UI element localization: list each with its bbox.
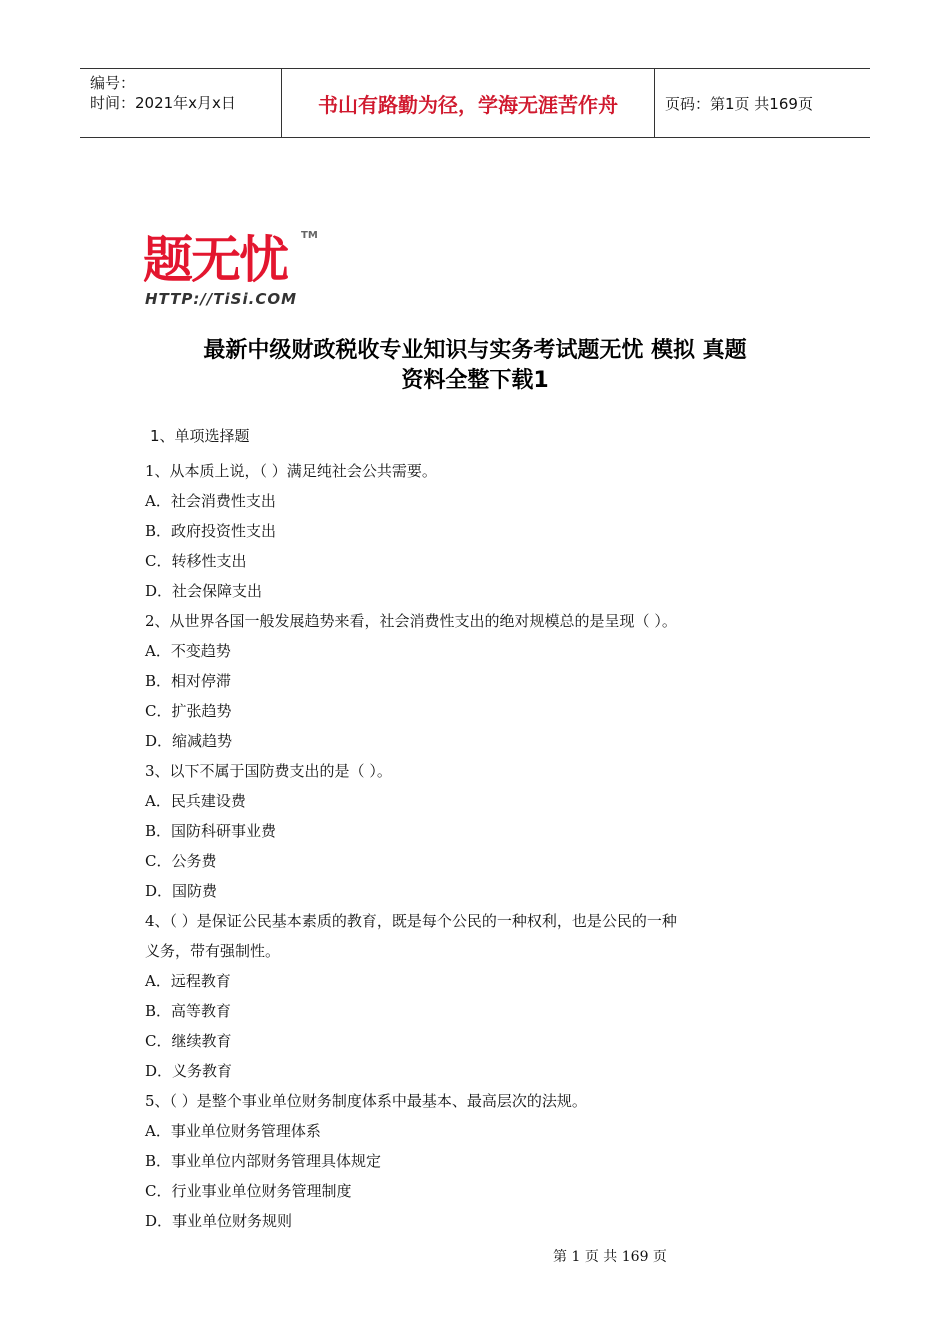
option-line: D．社会保障支出	[145, 582, 263, 600]
option-line: D．缩减趋势	[145, 732, 233, 750]
question-line: 1、从本质上说，（ ）满足纯社会公共需要。	[145, 462, 437, 480]
header-page-info: 页码：第1页 共169页	[665, 94, 813, 113]
option-line: C．继续教育	[145, 1032, 232, 1050]
question-line: 4、（ ）是保证公民基本素质的教育，既是每个公民的一种权利，也是公民的一种	[145, 912, 677, 930]
logo-url: HTTP://TiSi.COM	[145, 290, 298, 308]
logo-wordmark: 题无忧	[143, 231, 287, 289]
option-line: C．转移性支出	[145, 552, 247, 570]
option-line: C．公务费	[145, 852, 217, 870]
option-line: C．行业事业单位财务管理制度	[145, 1182, 352, 1200]
page-footer: 第 1 页 共 169 页	[553, 1249, 667, 1265]
question-line-continued: 义务，带有强制性。	[145, 942, 281, 960]
question-line: 2、从世界各国一般发展趋势来看，社会消费性支出的绝对规模总的是呈现（ ）。	[145, 612, 677, 630]
header-left-cell	[80, 69, 282, 137]
option-line: B．高等教育	[145, 1002, 232, 1020]
option-line: A．民兵建设费	[145, 792, 246, 810]
option-line: B．政府投资性支出	[145, 522, 277, 540]
option-line: B．国防科研事业费	[145, 822, 277, 840]
page-header	[80, 68, 870, 138]
document-title-line-2: 资料全整下载1	[401, 368, 549, 393]
option-line: A．不变趋势	[145, 642, 231, 660]
option-line: A．远程教育	[145, 972, 231, 990]
option-line: D．国防费	[145, 882, 218, 900]
option-line: D．义务教育	[145, 1062, 233, 1080]
option-line: D．事业单位财务规则	[145, 1212, 293, 1230]
option-line: A．事业单位财务管理体系	[145, 1122, 321, 1140]
document-number-label: 编号：	[90, 74, 136, 92]
option-line: C．扩张趋势	[145, 702, 232, 720]
option-line: A．社会消费性支出	[145, 492, 276, 510]
section-title: 1、单项选择题	[150, 427, 250, 445]
tisi-logo	[143, 230, 323, 312]
question-line: 5、（ ）是整个事业单位财务制度体系中最基本、最高层次的法规。	[145, 1092, 587, 1110]
option-line: B．事业单位内部财务管理具体规定	[145, 1152, 382, 1170]
document-time-label: 时间：2021年x月x日	[90, 94, 236, 112]
logo-trademark: TM	[301, 230, 318, 241]
document-title-line-1: 最新中级财政税收专业知识与实务考试题无忧 模拟 真题	[203, 338, 747, 363]
header-motto: 书山有路勤为径，学海无涯苦作舟	[282, 69, 655, 137]
question-line: 3、以下不属于国防费支出的是（ ）。	[145, 762, 392, 780]
option-line: B．相对停滞	[145, 672, 232, 690]
